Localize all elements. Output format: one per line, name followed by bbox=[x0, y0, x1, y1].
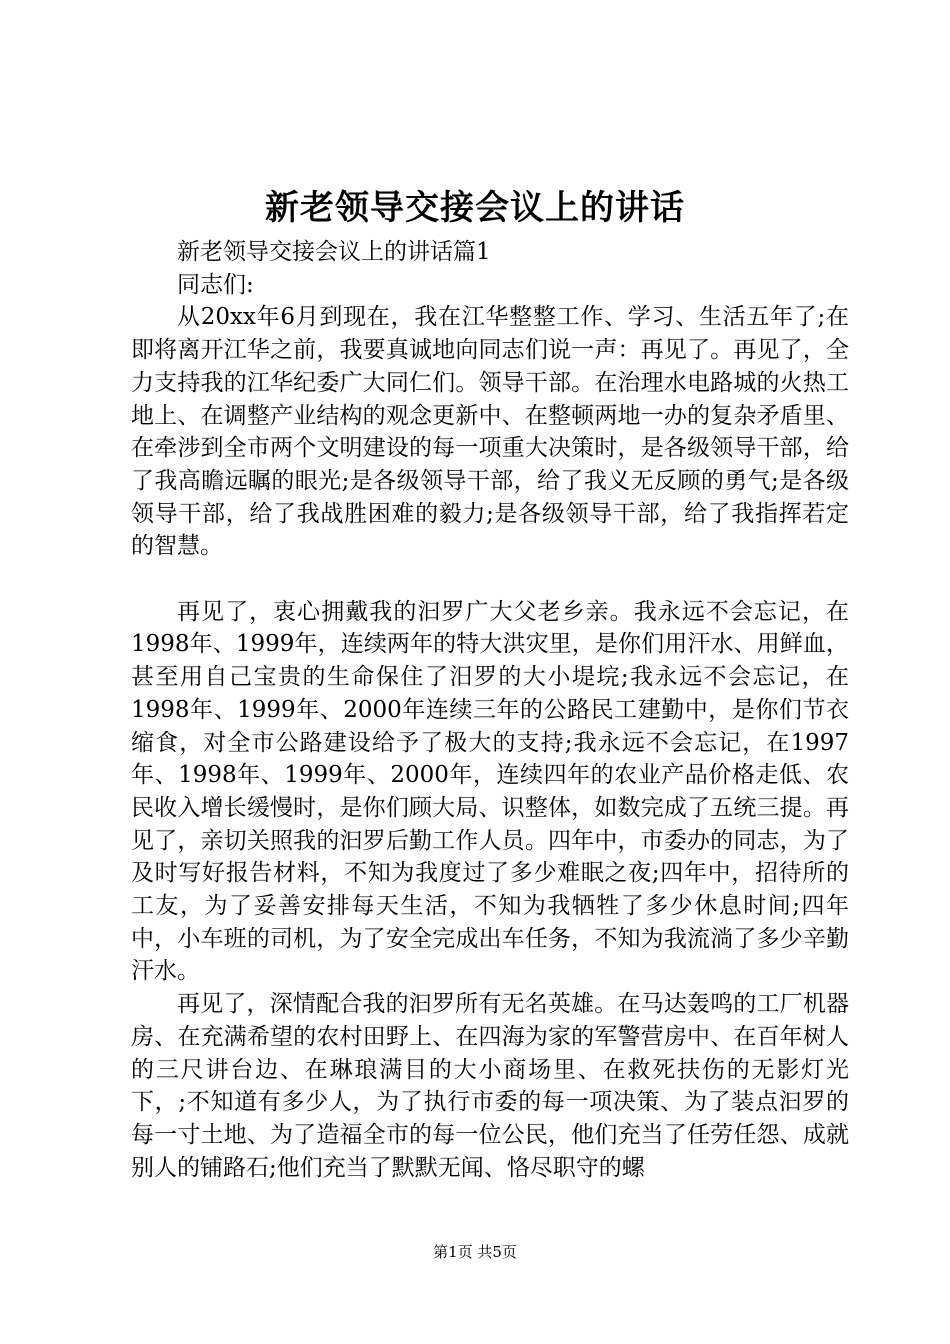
page-footer: 第1页 共5页 bbox=[433, 1243, 517, 1261]
paragraph: 再见了，深情配合我的汩罗所有无名英雄。在马达轰鸣的工厂机器房、在充满希望的农村田野上、在四海为家的军警营房中、在百年树人的三尺讲台边、在琳琅满目的大小商场里、在救死扶伤的无影灯光下，;不知道有多少人，为了执行市委的每一项决策、为了装点汩罗的每一寸土地、为了造福全市的每一位公民，他们充当了任劳任怨、成就别人的铺路石;他们充当了默默无闻、恪尽职守的螺 bbox=[131, 991, 849, 1181]
paragraph: 从20xx年6月到现在，我在江华整整工作、学习、生活五年了;在即将离开江华之前，我要真诚地向同志们说一声：再见了。再见了，全力支持我的江华纪委广大同仁们。领导干部。在治理水电路城的火热工地上、在调整产业结构的观念更新中、在整顿两地一办的复杂矛盾里、在牵涉到全市两个文明建设的每一项重大决策时，是各级领导干部，给了我高瞻远瞩的眼光;是各级领导干部，给了我义无反顾的勇气;是各级领导干部，给了我战胜困难的毅力;是各级领导干部，给了我指挥若定的智慧。 bbox=[131, 304, 849, 560]
document-title: 新老领导交接会议上的讲话 bbox=[265, 188, 685, 228]
section-heading: 新老领导交接会议上的讲话篇1 bbox=[177, 239, 491, 265]
document-body bbox=[131, 236, 849, 1184]
paragraph: 再见了，衷心拥戴我的汩罗广大父老乡亲。我永远不会忘记，在1998年、1999年，连续两年的特大洪灾里，是你们用汗水、用鲜血，甚至用自己宝贵的生命保住了汨罗的大小堤垸;我永远不会忘记，在1998年、1999年、2000年连续三年的公路民工建勤中，是你们节衣缩食，对全市公路建设给予了极大的支持;我永远不会忘记，在1997年、1998年、1999年、2000年，连续四年的农业产品价格走低、农民收入增长缓慢时，是你们顾大局、识整体，如数完成了五统三提。再见了，亲切关照我的汩罗后勤工作人员。四年中，市委办的同志，为了及时写好报告材料，不知为我度过了多少难眠之夜;四年中，招待所的工友，为了妥善安排每天生活，不知为我牺牲了多少休息时间;四年中，小车班的司机，为了安全完成出车任务，不知为我流淌了多少辛勤汗水。 bbox=[131, 598, 849, 985]
salutation: 同志们: bbox=[177, 271, 254, 298]
